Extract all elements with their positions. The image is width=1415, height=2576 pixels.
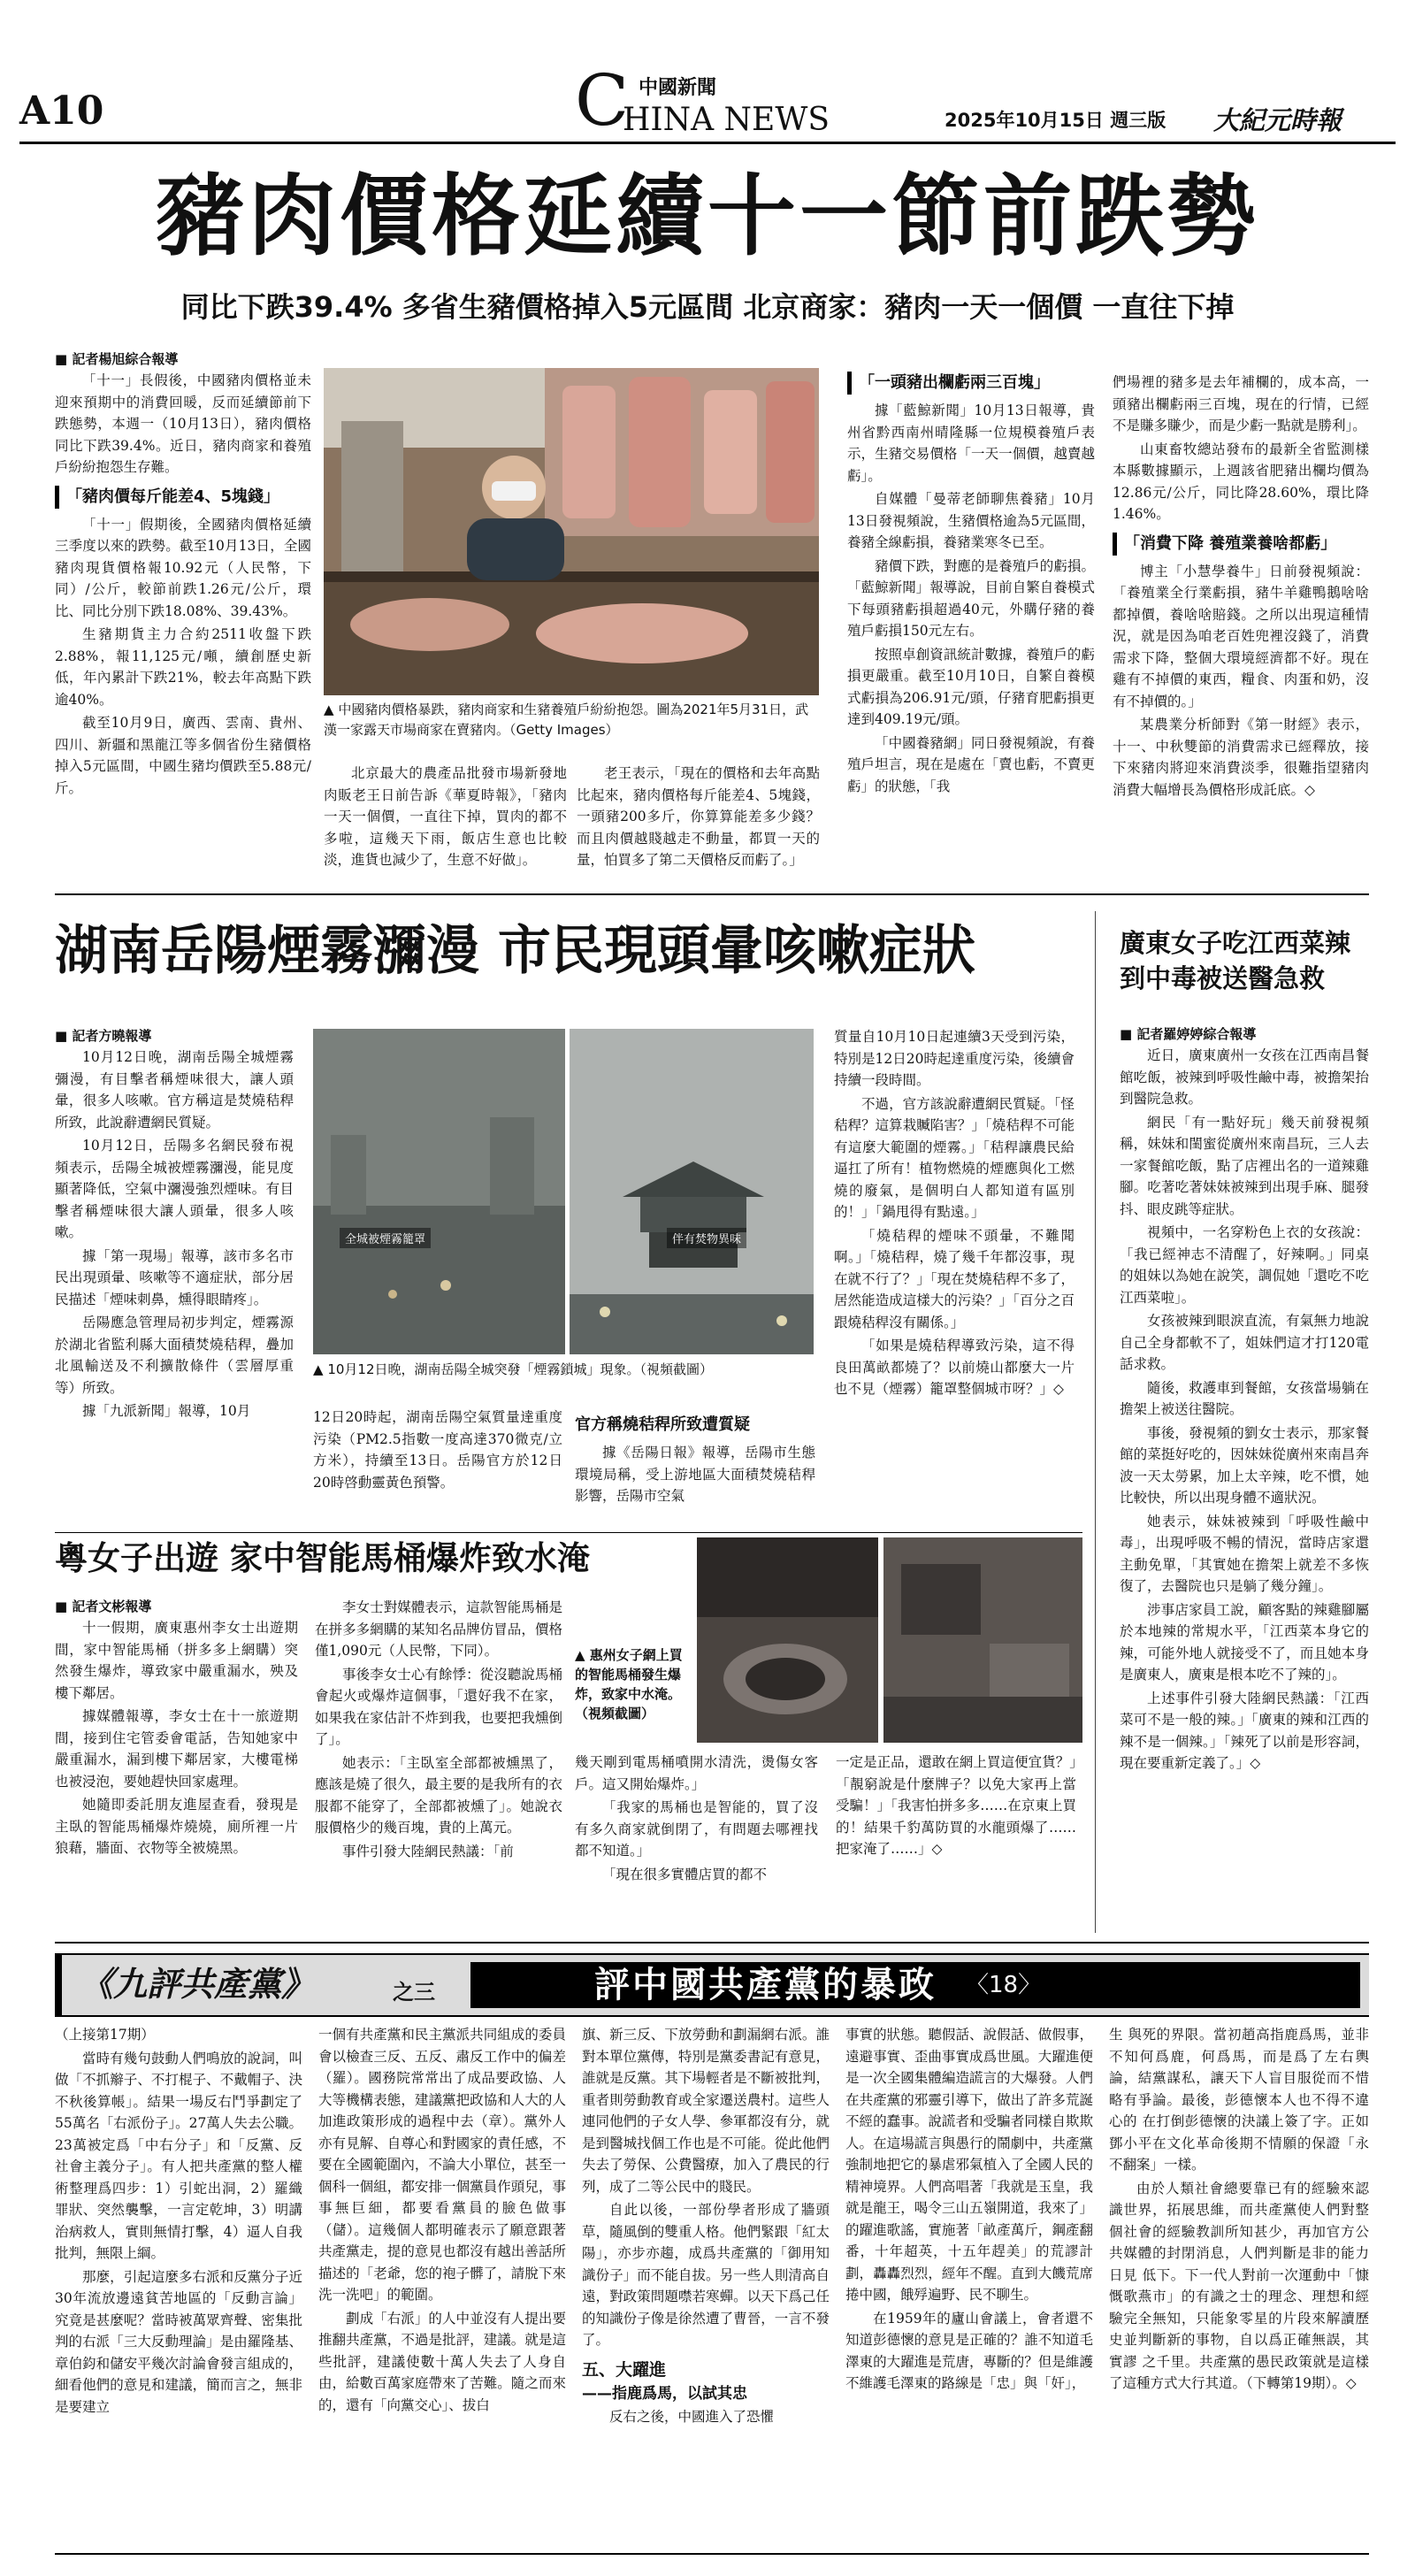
article1-column-3 [577, 763, 820, 886]
article2-headline: 湖南岳陽煙霧瀰漫 市民現頭暈咳嗽症狀 [55, 920, 975, 982]
article-paragraph: 隨後，救護車到餐館，女孩當場躺在擔架上被送往醫院。 [1120, 1379, 1369, 1417]
article2-photo-caption: ▲ 10月12日晚，湖南岳陽全城突發「煙霧鎖城」現象。（視頻截圖） [313, 1360, 814, 1380]
article-paragraph: 在1959年的廬山會議上，會者還不知道彭德懷的意見是正確的？誰不知道毛澤東的大躍進是荒唐，專斷的？但是維護不維護毛澤東的路線是「忠」與「奸」， [845, 2310, 1093, 2391]
commentary-column-5 [1109, 2024, 1369, 2546]
pork-stall-illustration [324, 368, 819, 695]
article-paragraph: 反右之後，中國進入了恐懼 [609, 2408, 775, 2425]
burnt-toilet-illustration [697, 1537, 878, 1743]
toilet-photo-right [883, 1537, 1082, 1743]
article4-column-2 [315, 1597, 562, 1928]
china-news-logo [575, 59, 840, 142]
article1-headline: 豬肉價格延續十一節前跌勢 [156, 165, 1259, 268]
subhead: 「消費下降 養殖業養啥都虧」 [1113, 533, 1369, 556]
article3-body [1120, 1024, 1369, 1931]
article-paragraph: 事後李女士心有餘悸：從沒聽說馬桶會起火或爆炸這個事，「還好我不在家，如果我在家估計不炸到我，也要把我燻倒了」。 [315, 1666, 562, 1747]
article1-column-1 [55, 349, 311, 885]
article-paragraph: 山東畜牧總站發布的最新全省監測樣本縣數據顯示，上週該省肥豬出欄均價為12.86元/公斤，同比降28.60%，環比降1.46%。 [1113, 441, 1369, 522]
article-paragraph: 據「第一現場」報導，該市多名市民出現頭暈、咳嗽等不適症狀，部分居民描述「煙味刺鼻，燻得眼睛疼」。 [55, 1247, 294, 1307]
article-paragraph: 自媒體「曼蒂老師聊焦養豬」10月13日發視頻說，生豬價格逾為5元區間，養豬全線虧損，養豬業寒冬已至。 [847, 491, 1095, 550]
banner-ornament [55, 1955, 62, 2015]
article-paragraph: 據「藍鯨新聞」10月13日報導，貴州省黔西南州晴隆縣一位規模養殖戶表示，生豬交易價格「一天一個價，越賣越虧」。 [847, 402, 1095, 484]
article-paragraph: 她表示：「主臥室全部都被燻黑了，應該是燒了很久，最主要的是我所有的衣服都不能穿了，全部都被燻了」。她說衣服價格少的幾百塊，貴的上萬元。 [315, 1754, 562, 1836]
logo-rest: HINA NEWS [623, 102, 830, 138]
subhead: 官方稱燒秸稈所致遭質疑 [575, 1415, 750, 1434]
smog-pavilion-illustration [570, 1029, 814, 1354]
article-paragraph: 們場裡的豬多是去年補欄的，成本高，一頭豬出欄虧兩三百塊，現在的行情，已經不是賺多賺少，而是少虧一點就是勝利」。 [1113, 374, 1369, 433]
article-paragraph: 按照卓創資訊統計數據，養殖戶的虧損更嚴重。截至10月10日，自繁自養模式虧損為206.91元/頭，仔豬育肥虧損更達到409.19元/頭。 [847, 646, 1095, 727]
commentary-column-1 [55, 2024, 302, 2546]
section-rule [55, 1942, 1369, 1944]
article-paragraph: 「燒秸稈的煙味不頭暈，不難聞啊。」「燒秸稈，燒了幾千年都沒事，現在就不行了？」「現在焚燒秸稈不多了，居然能造成這樣大的污染？」「百分之百跟燒秸稈沒有關係。」 [834, 1227, 1075, 1330]
burnt-bathroom-illustration [883, 1537, 1082, 1743]
banner-part-number: 〈18〉 [966, 1972, 1042, 1998]
article-paragraph: 旗、新三反、下放勞動和劃漏網右派。誰對本單位黨傳，特別是黨委書記有意見，誰就是反黨。其下場輕者是不斷被批判，重者則勞動教育或全家遷送農村。這些人連同他們的子女人學、參軍都沒有分，就是到醫城找個工作也是不可能。從此他們失去了勞保、公費醫療，加入了農民的行列，成了二等公民中的賤民。 [582, 2027, 830, 2195]
article-paragraph: 「我家的馬桶也是智能的，買了沒有多久商家就倒閉了，有問題去哪裡找都不知道。」 [575, 1799, 818, 1859]
article-paragraph: 一定是正品，還敢在網上買這便宜貨？」「靚窮說是什麼牌子？以免大家再上當受騙！」「我害怕拼多多……在京東上買的！結果千豹萬防買的水龍頭爆了……把家淹了……」◇ [836, 1754, 1076, 1857]
article1-byline: ■ 記者楊旭綜合報導 [55, 349, 311, 368]
article-paragraph: 生 與死的界限。當初趙高指鹿爲馬，並非不知何爲鹿，何爲馬，而是爲了左右輿論，結黨謀私，讓天下人盲目服從而不惜略有爭論。最後，彭德懷本人也不得不違心的 在打倒彭德懷的決議上簽了字。正如鄧小平在文化革命後期不情願的保證「永不翻案」一樣。 [1109, 2027, 1369, 2173]
article-paragraph: 「十一」長假後，中國豬肉價格並未迎來預期中的消費回暖，反而延續節前下跌態勢，本週一（10月13日），豬肉價格同比下跌39.4%。近日，豬肉商家和養殖戶紛紛抱怨生存難。 [55, 372, 311, 475]
article-paragraph: 一個有共產黨和民主黨派共同組成的委員會以檢查三反、五反、肅反工作中的偏差（羅）。國務院常常出了成品要政協、人大等機構表態，建議黨把政協和人大的人加進政策形成的過程中去（章）。黨外人亦有見解、自尊心和對國家的責任感，不要在全國範圍內，不論大小單位，甚至一個科一個組，都安排一個黨員作頭兒，事事無巨細，都要看黨員的臉色做事（儲）。這幾個人都明確表示了願意跟著共產黨走，提的意見也都沒有越出善話所描述的「老爺，您的袍子髒了，請脫下來洗一洗吧」的範圍。 [318, 2027, 566, 2303]
logo-small-text: 中國新聞 [639, 77, 717, 99]
article4-byline: ■ 記者文彬報導 [55, 1597, 298, 1615]
article-paragraph: 李女士對媒體表示，這款智能馬桶是在拼多多網購的某知名品牌仿冒品，價格僅1,090元（人民幣，下同）。 [315, 1599, 562, 1659]
page-number: A10 [19, 88, 104, 134]
masthead-rule [19, 142, 1396, 144]
article-paragraph: 涉事店家員工說，顧客點的辣雞腳屬於本地辣的常規水平，「江西菜本身它的辣，可能外地人就接受不了，而且她本身是廣東人，廣東是根本吃不了辣的」。 [1120, 1601, 1369, 1683]
article4-column-1 [55, 1597, 298, 1928]
article4-photo-caption: ▲ 惠州女子網上買的智能馬桶發生爆炸，致家中水淹。（視頻截圖） [575, 1645, 688, 1723]
article-paragraph: 某農業分析師對《第一財經》表示，十一、中秋雙節的消費需求已經釋放，接下來豬肉將迎來消費淡季，很難指望豬肉消費大幅增長為價格形成託底。◇ [1113, 717, 1369, 798]
article-paragraph: 近日，廣東廣州一女孩在江西南昌餐館吃飯，被辣到呼吸性鹼中毒，被擔架抬到醫院急救。 [1120, 1047, 1369, 1107]
section-title: 五、大躍進 [582, 2359, 667, 2380]
article-paragraph: 不過，官方該說辭遭網民質疑。「怪秸稈？這算栽贓陷害？」「燒秸稈不可能有這麼大範圍的煙霧。」「秸稈讓農民給逼扛了所有！植物燃燒的煙應與化工燃燒的廢氣，是個明白人都知道有區別的！」「鍋甩得有點遠。」 [834, 1095, 1075, 1220]
banner-series-sub: 之三 [393, 1980, 435, 2005]
article-paragraph: 12日20時起，湖南岳陽空氣質量達重度污染（PM2.5指數一度高達370微克/立方米），持續至13日。岳陽官方於12日20時啓動靈黃色預警。 [313, 1409, 562, 1491]
article-paragraph: 視頻中，一名穿粉色上衣的女孩說：「我已經神志不清醒了，好辣啊。」同桌的姐妹以為她在說笑，調侃她「還吃不吃江西菜啦」。 [1120, 1224, 1369, 1306]
article-paragraph: 上述事件引發大陸網民熱議：「江西菜可不是一般的辣。」「廣東的辣和江西的辣不是一個辣。」「辣死了以前是形容詞，現在要重新定義了。」◇ [1120, 1690, 1369, 1771]
section-subtitle: ——指鹿爲馬，以試其忠 [582, 2384, 747, 2403]
section-rule [55, 893, 1369, 895]
article-paragraph: 自此以後，一部份學者形成了牆頭草，隨風倒的雙重人格。他們緊跟「紅太陽」，亦步亦趨，成爲共產黨的「御用知識份子」而不能自拔。另一些人則清高自遠，對政策問題噤若寒蟬。以天下爲己任的知識份子像是徐然遭了曹晉，一言不發了。 [582, 2202, 830, 2348]
article-paragraph: 她隨即委託朋友進屋查看，發現是主臥的智能馬桶爆炸燒燒，廁所裡一片狼藉，牆面、衣物等全被燒黑。 [55, 1797, 298, 1856]
article-paragraph: 據媒體報導，李女士在十一旅遊期間，接到住宅管委會電話，告知她家中嚴重漏水，漏到樓下鄰居家，大樓電梯也被浸泡，要她趕快回家處理。 [55, 1708, 298, 1790]
smog-photo-tag-2: 伴有焚物異味 [667, 1228, 746, 1248]
article-paragraph: 博主「小慧學養牛」日前發視頻說：「養殖業全行業虧損，豬牛羊雞鴨鵝啥啥都掉價，養啥啥賠錢。之所以出現這種情況，就是因為咱老百姓兜裡沒錢了，消費需求下降，整個大環境經濟都不好。現在雞有不掉價的東西，糧食、肉蛋和奶，沒有不掉價的。」 [1113, 563, 1369, 709]
article4-column-4 [836, 1752, 1076, 1928]
article-paragraph: 劃成「右派」的人中並沒有人提出要推翻共產黨，不過是批評，建議。就是這些批評，建議使數十萬人失去了人身自由，給數百萬家庭帶來了苦難。隨之而來的，還有「向黨交心」、拔白 [318, 2310, 566, 2413]
banner-series-title: 《九評共產黨》 [80, 1964, 316, 2004]
article-paragraph: 豬價下跌，對應的是養殖戶的虧損。「藍鯨新聞」報導說，目前自繁自養模式下每頭豬虧損超過40元，外購仔豬的養殖戶虧損150元左右。 [847, 557, 1095, 639]
article-paragraph: 事件引發大陸網民熱議：「前 [342, 1843, 514, 1859]
article-paragraph: 她表示，妹妹被辣到「呼吸性鹼中毒」，出現呼吸不暢的情況，當時店家還主動免單，「其實她在擔架上就差不多恢復了，去醫院也只是躺了幾分鐘」。 [1120, 1513, 1369, 1594]
article1-column-4 [847, 372, 1095, 886]
article3-headline: 廣東女子吃江西菜辣到中毒被送醫急救 [1120, 928, 1351, 993]
article-paragraph: 質量自10月10日起連續3天受到污染，特別是12日20時起達重度污染，後續會持續一段時間。 [834, 1029, 1075, 1088]
page-bottom-rule [55, 2553, 1369, 2555]
continued-note: （上接第17期） [55, 2027, 155, 2043]
article-paragraph: 「十一」假期後，全國豬肉價格延續三季度以來的跌勢。截至10月13日，全國豬肉現貨價格報10.92元（人民幣，下同）/公斤，較節前跌1.26元/公斤，環比、同比分別下跌18.08%、39.43%。 [55, 516, 311, 619]
smog-photo-tag-1: 全城被煙霧籠罩 [340, 1228, 431, 1248]
article2-column-4 [834, 1026, 1075, 1526]
article-paragraph: 10月12日，岳陽多名網民發布視頻表示，岳陽全城被煙霧瀰漫，能見度顯著降低，空氣中瀰漫強烈煙味。有目擊者稱煙味很大讓人頭暈，很多人咳嗽。 [55, 1138, 294, 1240]
article-paragraph: 截至10月9日，廣西、雲南、貴州、四川、新疆和黑龍江等多個省份生豬價格掉入5元區間，中國生豬均價跌至5.88元/斤。 [55, 715, 311, 796]
article-paragraph: 北京最大的農產品批發市場新發地肉販老王日前告訴《華夏時報》，「豬肉一天一個價，一直往下掉，買肉的都不多啦，這幾天下雨，飯店生意也比較淡，進貨也減少了，生意不好做」。 [324, 765, 567, 868]
article-paragraph: 據「九派新聞」報導，10月 [82, 1403, 251, 1419]
commentary-column-3 [582, 2024, 830, 2546]
pork-vendor-photo [324, 368, 819, 695]
toilet-photo-left [697, 1537, 878, 1743]
article4-column-3 [575, 1752, 818, 1928]
article-paragraph: 事實的狀態。聽假話、說假話、做假事，遠避事實、歪曲事實成爲世風。大躍進便是一次全國集體編造謊言的大爆發。人們在共產黨的邪靈引導下，做出了許多荒誕不經的蠢事。說謊者和受騙者同樣自欺欺人。在這場謊言與愚行的鬧劇中，共產黨強制地把它的暴虐邪氣植入了全國人民的精神境界。人們高唱著「我就是玉皇，我就是龍王，喝令三山五嶺開道，我來了」的躍進歌謠，實施著「畝產萬斤，鋼產翻番，十年超英，十五年趕美」的荒謬計劃，轟轟烈烈，經年不醒。直到大饑荒席捲中國，餓殍遍野、民不聊生。 [845, 2027, 1093, 2303]
article-paragraph: 「如果是燒秸稈導致污染，這不得良田萬畝都燒了？以前燒山都麼大一片也不見（煙霧）籠罩整個城市呀？」◇ [834, 1338, 1075, 1397]
article-paragraph: 當時有幾句鼓動人們鳴放的說詞，叫做「不抓辮子、不打棍子、不戴帽子、決不秋後算帳」。結果一場反右鬥爭劃定了55萬名「右派份子」。27萬人失去公職。23萬被定爲「中右分子」和「反黨、反社會主義分子」。有人把共產黨的整人權術整理爲四步：1）引蛇出洞，2）羅織罪狀、突然襲擊，一言定乾坤，3）明講治病救人，實則無情打擊，4）逼人自我批判，無限上綱。 [55, 2050, 302, 2261]
article-paragraph: 「中國養豬網」同日發視頻說，有養殖戶坦言，現在是處在「賣也虧，不賣更虧」的狀態，「我 [847, 734, 1095, 794]
article-paragraph: 10月12日晚，湖南岳陽全城煙霧彌漫，有目擊者稱煙味很大，讓人頭暈，很多人咳嗽。官方稱這是焚燒秸稈所致，此說辭遭網民質疑。 [55, 1049, 294, 1131]
article-paragraph: 老王表示，「現在的價格和去年高點比起來，豬肉價格每斤能差4、5塊錢，一頭豬200多斤，你算算能差多少錢？而且肉價越賤越走不動量，都買一天的量，怕買多了第二天價格反而虧了。」 [577, 765, 820, 868]
article2-column-3 [575, 1414, 815, 1526]
article-paragraph: 由於人類社會總要靠已有的經驗來認識世界，拓展思維，而共產黨使人們對整個社會的經驗教訓所知甚少，再加官方公共媒體的封閉消息，人們判斷是非的能力日見 低下。下一代人對前一次運動中「慷慨歌燕市」的有識之士的理念、理想和經驗完全無知，只能象零星的片段來解讀歷史並判斷新的事物，自以爲正確無誤，其實謬 之千里。共產黨的愚民政策就是這樣了這種方式大行其道。（下轉第19期）。◇ [1109, 2180, 1369, 2391]
article-paragraph: 那麼，引起這麼多右派和反黨分子近30年流放邊遠貧苦地區的「反動言論」究竟是甚麼呢？當時被萬眾齊聲、密集批判的右派「三大反動理論」是由羅隆基、章伯鈞和儲安平幾次討論會發言組成的，細看他們的意見和建議，簡而言之，無非是要建立 [55, 2268, 302, 2415]
article1-subheadline: 同比下跌39.4% 多省生豬價格掉入5元區間 北京商家：豬肉一天一個價 一直往下掉 [180, 290, 1235, 324]
column-divider [1095, 911, 1096, 1933]
commentary-column-4 [845, 2024, 1093, 2546]
paper-name: 大紀元時報 [1213, 105, 1342, 135]
article4-headline: 粵女子出遊 家中智能馬桶爆炸致水淹 [55, 1539, 590, 1577]
commentary-column-2 [318, 2024, 566, 2546]
article-paragraph: 生豬期貨主力合約2511收盤下跌2.88%，報11,125元/噸，續創歷史新低，年內累計下跌21%，較去年高點下跌逾40%。 [55, 626, 311, 708]
article-paragraph: 幾天剛到電馬桶噴開水清洗，燙傷女客戶。這又開始爆炸。」 [575, 1754, 818, 1792]
logo-initial: C [575, 59, 630, 142]
article-paragraph: 女孩被辣到眼淚直流，有氣無力地說自己全身都軟不了，姐妹們這才打120電話求救。 [1120, 1313, 1369, 1372]
commentary-banner [55, 1953, 1369, 2017]
subhead: 「豬肉價每斤能差4、5塊錢」 [55, 486, 311, 509]
article2-byline: ■ 記者方曉報導 [55, 1026, 294, 1045]
article-paragraph: 「現在很多實體店買的都不 [602, 1866, 768, 1882]
banner-title-box [470, 1962, 1360, 2008]
smog-photo-right [570, 1029, 814, 1354]
article3-byline: ■ 記者羅婷婷綜合報導 [1120, 1024, 1369, 1043]
article2-column-2 [313, 1407, 562, 1526]
article2-column-1 [55, 1026, 294, 1526]
issue-date: 2025年10月15日 週三版 [945, 110, 1166, 131]
article-paragraph: 岳陽應急管理局初步判定，煙霧源於湖北省監利縣大面積焚燒秸稈，疊加北風輸送及不利擴散條件（雲層厚重等）所致。 [55, 1315, 294, 1396]
article-paragraph: 網民「有一點好玩」幾天前發視頻稱，妹妹和閨蜜從廣州來南昌玩，三人去一家餐館吃飯，點了店裡出名的一道辣雞腳。吃著吃著妹妹被辣到出現手麻、腿發抖、眼皮跳等症狀。 [1120, 1114, 1369, 1217]
smog-city-illustration [313, 1029, 565, 1354]
article1-photo-caption: ▲ 中國豬肉價格暴跌，豬肉商家和生豬養殖戶紛紛抱怨。圖為2021年5月31日，武漢一家露天市場商家在賣豬肉。（Getty Images） [324, 700, 819, 740]
article-paragraph: 十一假期，廣東惠州李女士出遊期間，家中智能馬桶（拼多多上網購）突然發生爆炸，導致家中嚴重漏水，殃及樓下鄰居。 [55, 1620, 298, 1701]
article1-column-5 [1113, 372, 1369, 886]
banner-title: 評中國共產黨的暴政 [594, 1965, 937, 2005]
subhead: 「一頭豬出欄虧兩三百塊」 [847, 372, 1095, 395]
smog-photo-left [313, 1029, 565, 1354]
article1-column-2 [324, 763, 567, 886]
article-paragraph: 事後，發視頻的劉女士表示，那家餐館的菜挺好吃的，因妹妹從廣州來南昌奔波一天太勞累，加上太辛辣，吃不慣，她比較快，所以出現身體不適狀況。 [1120, 1424, 1369, 1506]
article-paragraph: 據《岳陽日報》報導，岳陽市生態環境局稱，受上游地區大面積焚燒秸稈影響，岳陽市空氣 [575, 1445, 815, 1504]
